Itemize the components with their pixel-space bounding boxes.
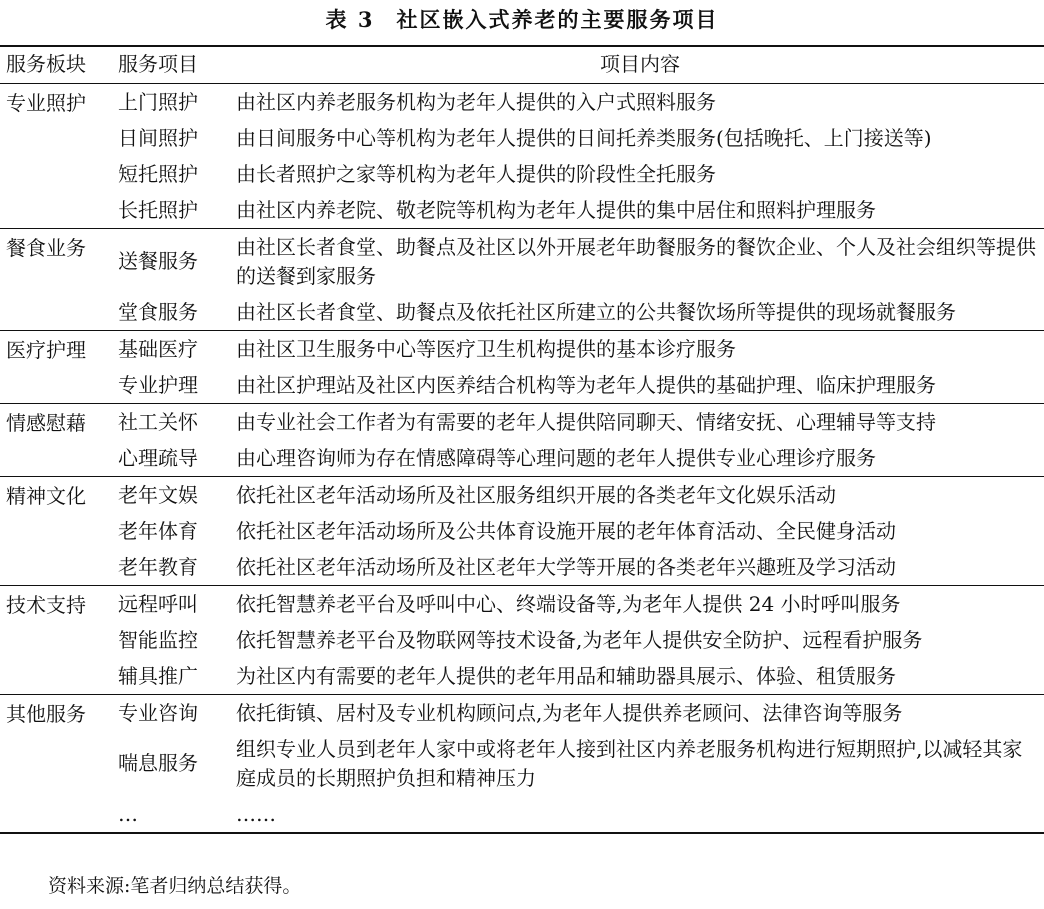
source-note: 资料来源:笔者归纳总结获得。: [48, 875, 302, 897]
service-group: [0, 331, 1044, 404]
service-content-cell: 依托智慧养老平台及呼叫中心、终端设备等,为老年人提供 24 小时呼叫服务: [236, 591, 901, 616]
table-row: [0, 658, 1044, 695]
service-item-cell: …: [118, 801, 138, 826]
table-title: 社区嵌入式养老的主要服务项目: [396, 7, 719, 32]
service-item-cell: 专业咨询: [118, 700, 198, 725]
service-content-cell: 为社区内有需要的老年人提供的老年用品和辅助器具展示、体验、租赁服务: [236, 663, 896, 688]
service-item-cell: 基础医疗: [118, 336, 198, 361]
service-content-cell: 依托街镇、居村及专业机构顾问点,为老年人提供养老顾问、法律咨询等服务: [236, 700, 903, 725]
service-content-cell: 组织专业人员到老年人家中或将老年人接到社区内养老服务机构进行短期照护,以减轻其家庭成员的长期照护负担和精神压力: [236, 736, 1023, 790]
service-item-cell: 送餐服务: [118, 249, 198, 273]
service-content-cell: 由社区长者食堂、助餐点及依托社区所建立的公共餐饮场所等提供的现场就餐服务: [236, 299, 956, 324]
table-number: 表 3: [325, 7, 375, 32]
service-content-cell: 依托社区老年活动场所及公共体育设施开展的老年体育活动、全民健身活动: [236, 518, 896, 543]
service-content-cell: 依托智慧养老平台及物联网等技术设备,为老年人提供安全防护、远程看护服务: [236, 627, 923, 652]
service-item-cell: 远程呼叫: [118, 591, 198, 616]
service-content-cell: 依托社区老年活动场所及社区老年大学等开展的各类老年兴趣班及学习活动: [236, 554, 896, 579]
table-row: [0, 586, 1044, 623]
table-row: [0, 229, 1044, 295]
service-content-cell: 由心理咨询师为存在情感障碍等心理问题的老年人提供专业心理诊疗服务: [236, 445, 876, 470]
service-block-cell: 医疗护理: [6, 338, 86, 362]
service-content-cell: 由社区护理站及社区内医养结合机构等为老年人提供的基础护理、临床护理服务: [236, 372, 936, 397]
service-content-cell: 由长者照护之家等机构为老年人提供的阶段性全托服务: [236, 161, 716, 186]
service-group: [0, 477, 1044, 586]
service-content-cell: 由社区内养老服务机构为老年人提供的入户式照料服务: [236, 89, 716, 114]
service-item-cell: 老年教育: [118, 554, 198, 579]
table-row: [0, 695, 1044, 732]
table-row: [0, 156, 1044, 192]
service-item-cell: 短托照护: [118, 161, 198, 186]
table-row: [0, 404, 1044, 441]
service-item-cell: 智能监控: [118, 627, 198, 652]
service-item-cell: 日间照护: [118, 125, 198, 150]
service-content-cell: 由社区长者食堂、助餐点及社区以外开展老年助餐服务的餐饮企业、个人及社会组织等提供的送餐到家服务: [236, 234, 1036, 288]
service-item-cell: 老年文娱: [118, 482, 198, 507]
service-item-cell: 喘息服务: [118, 751, 198, 775]
table-header: [0, 46, 1044, 84]
service-item-cell: 专业护理: [118, 372, 198, 397]
header-content: 项目内容: [600, 52, 680, 76]
services-table: [0, 45, 1044, 834]
table-row: [0, 477, 1044, 514]
service-block-cell: 其他服务: [6, 702, 86, 726]
service-content-cell: 由日间服务中心等机构为老年人提供的日间托养类服务(包括晚托、上门接送等): [236, 125, 932, 150]
table-row: [0, 84, 1044, 121]
service-block-cell: 精神文化: [6, 484, 86, 508]
table-row: [0, 331, 1044, 368]
service-item-cell: 老年体育: [118, 518, 198, 543]
header-item: 服务项目: [118, 52, 198, 76]
service-item-cell: 社工关怀: [118, 409, 198, 434]
service-content-cell: ……: [236, 801, 276, 826]
header-block: 服务板块: [6, 52, 86, 76]
service-block-cell: 技术支持: [6, 593, 86, 617]
service-block-cell: 餐食业务: [6, 236, 86, 260]
service-item-cell: 长托照护: [118, 197, 198, 222]
header-row: [0, 46, 1044, 84]
table-row: [0, 294, 1044, 331]
table-row: [0, 731, 1044, 796]
service-content-cell: 由社区内养老院、敬老院等机构为老年人提供的集中居住和照料护理服务: [236, 197, 876, 222]
service-item-cell: 上门照护: [118, 89, 198, 114]
table-row: [0, 192, 1044, 229]
service-item-cell: 堂食服务: [118, 299, 198, 324]
service-group: [0, 695, 1044, 834]
service-block-cell: 情感慰藉: [6, 411, 86, 435]
service-content-cell: 依托社区老年活动场所及社区服务组织开展的各类老年文化娱乐活动: [236, 482, 836, 507]
service-block-cell: 专业照护: [6, 91, 86, 115]
service-group: [0, 404, 1044, 477]
service-group: [0, 229, 1044, 331]
service-content-cell: 由社区卫生服务中心等医疗卫生机构提供的基本诊疗服务: [236, 336, 736, 361]
table-row: [0, 440, 1044, 477]
service-content-cell: 由专业社会工作者为有需要的老年人提供陪同聊天、情绪安抚、心理辅导等支持: [236, 409, 936, 434]
table-row: [0, 513, 1044, 549]
table-row: [0, 367, 1044, 404]
table-row: [0, 549, 1044, 586]
service-item-cell: 辅具推广: [118, 663, 198, 688]
service-group: [0, 84, 1044, 229]
service-group: [0, 586, 1044, 695]
table-caption: [0, 4, 1044, 36]
table-row: [0, 622, 1044, 658]
table-row: [0, 120, 1044, 156]
table-row: [0, 796, 1044, 833]
service-item-cell: 心理疏导: [118, 445, 198, 470]
